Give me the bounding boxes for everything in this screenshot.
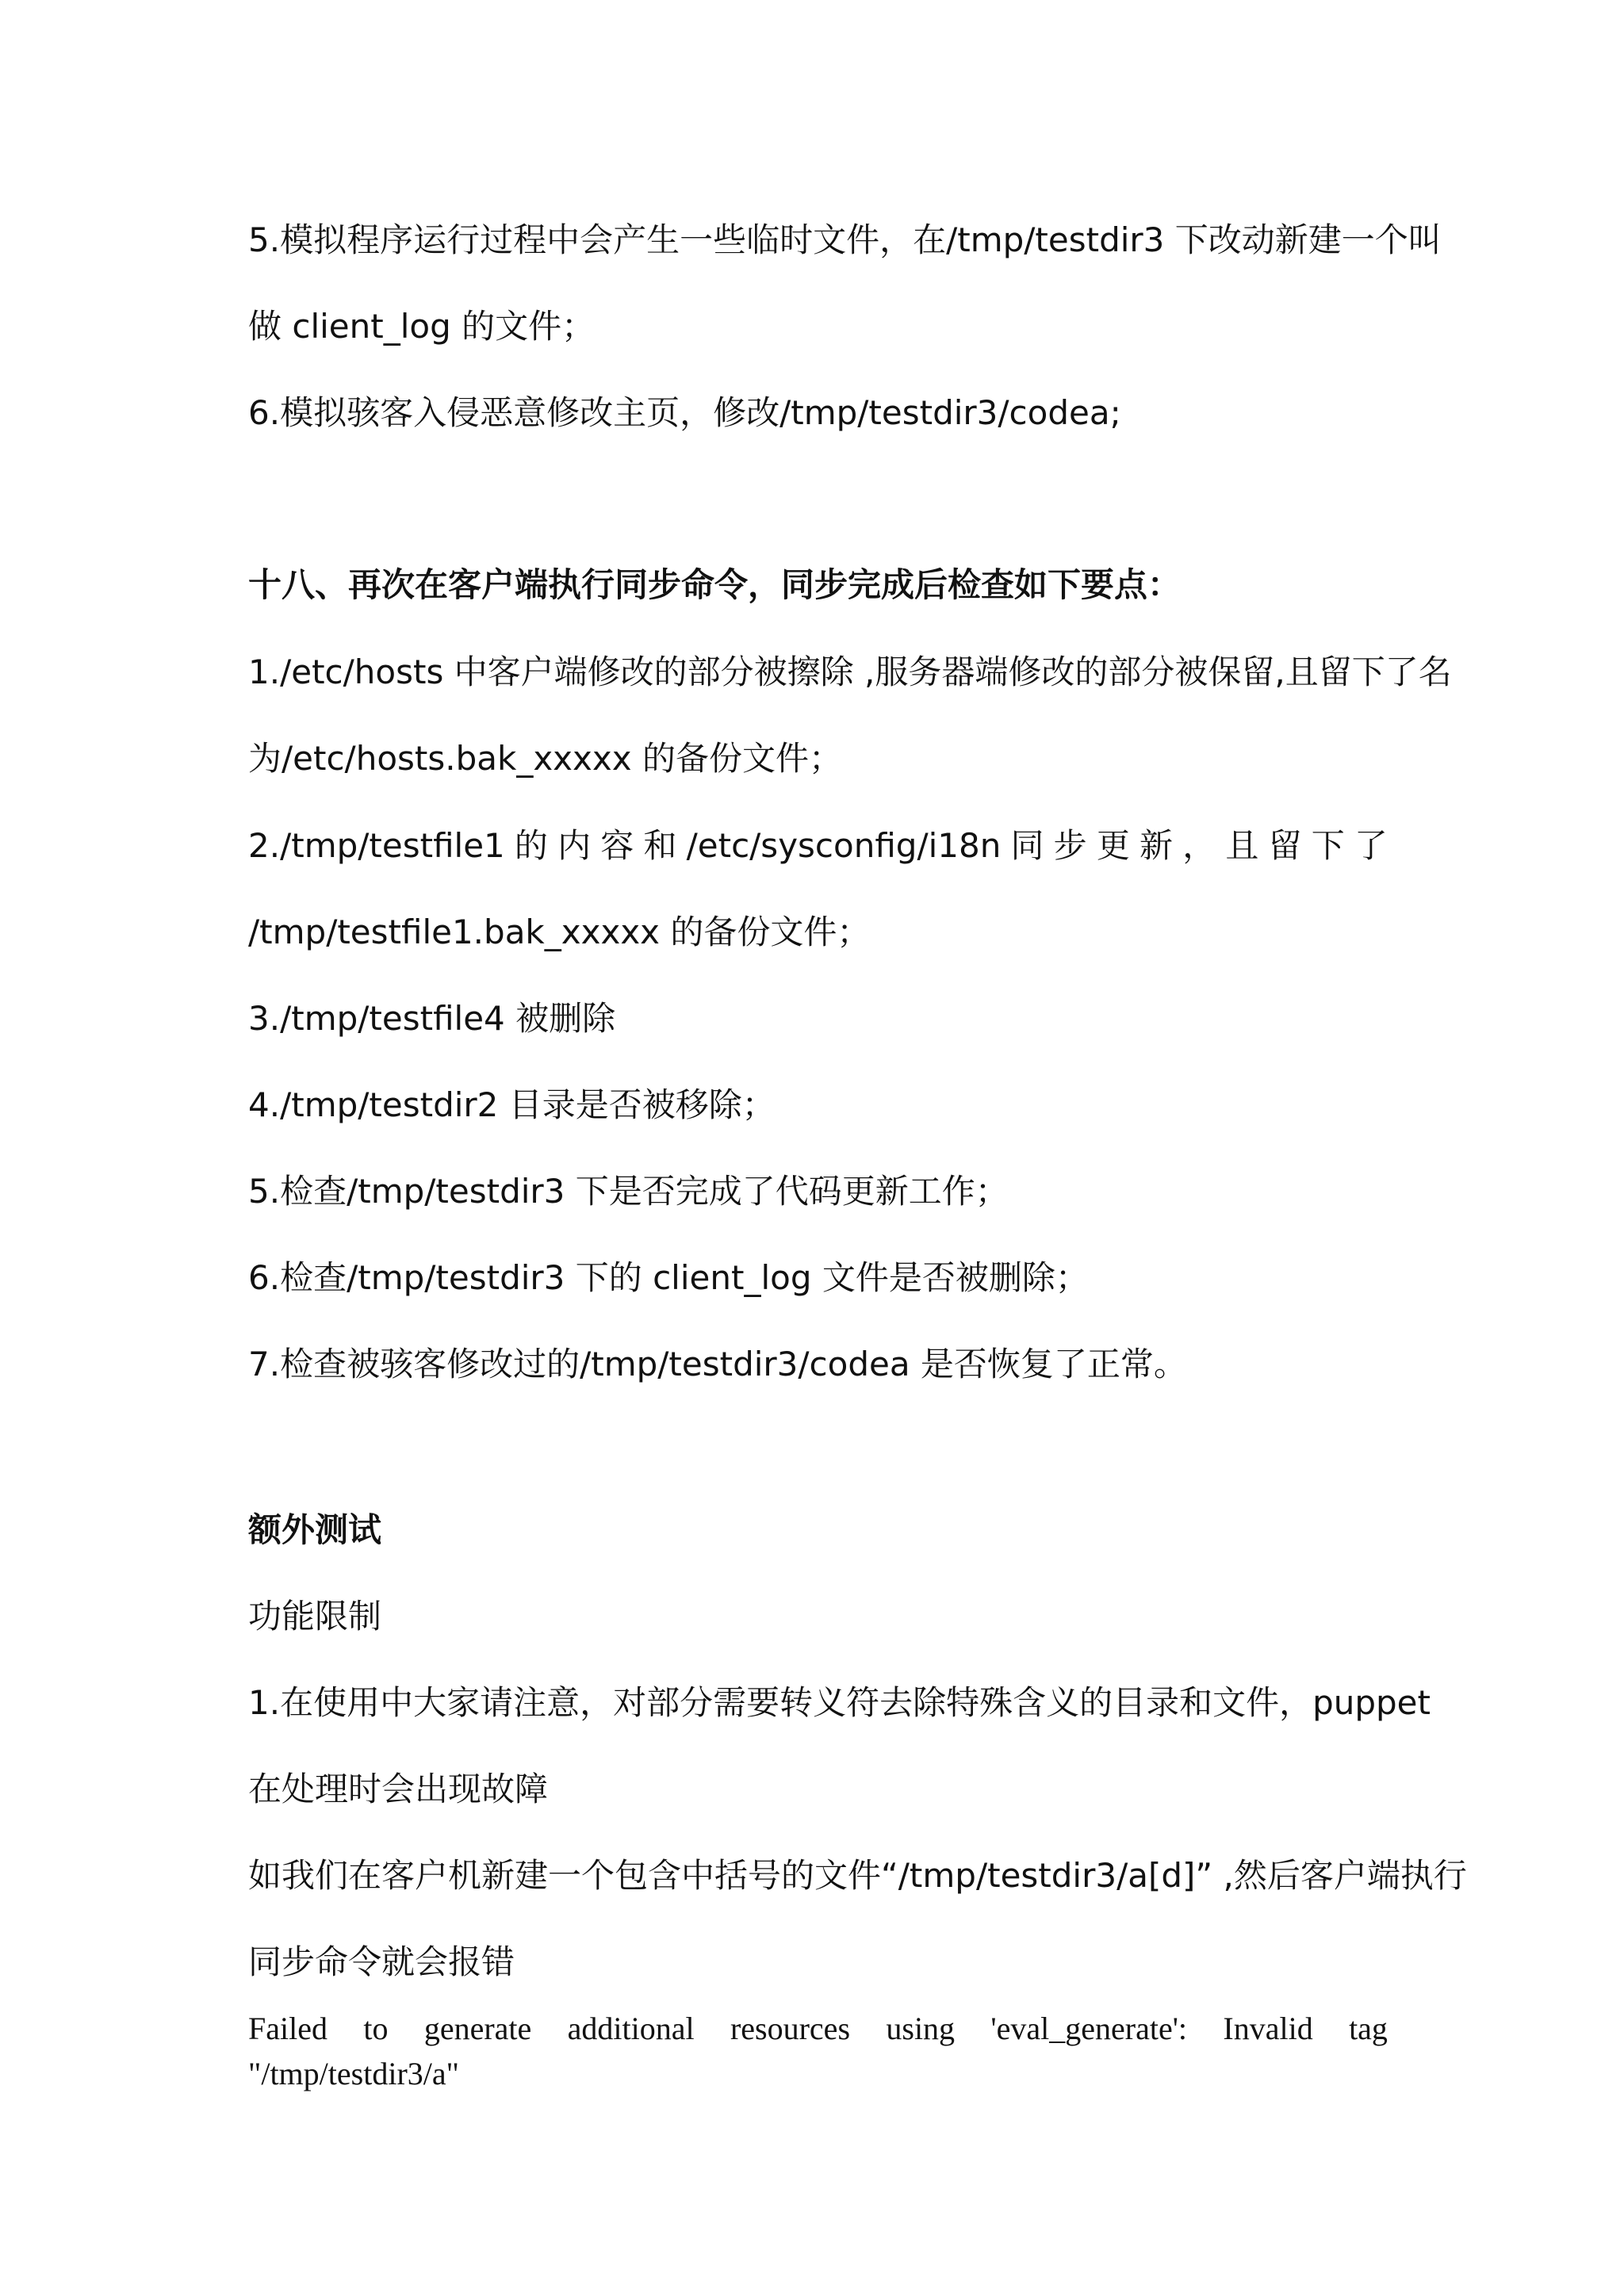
check-item-4: 4./tmp/testdir2 目录是否被移除；	[248, 1085, 776, 1124]
check-item-2-word: 2./tmp/testfile1	[248, 826, 505, 865]
check-item-2	[248, 822, 1388, 870]
check-item-6: 6.检查/tmp/testdir3 下的 client_log 文件是否被删除；	[248, 1258, 1089, 1297]
check-item-5: 5.检查/tmp/testdir3 下是否完成了代码更新工作；	[248, 1172, 1009, 1211]
check-item-2-word: 了	[1354, 826, 1388, 865]
error-word: additional	[567, 2011, 695, 2046]
check-item-2-word: /etc/sysconfig/i18n	[686, 826, 1002, 865]
extra-test-heading: 额外测试	[248, 1510, 382, 1549]
limit-example-cont: 同步命令就会报错	[248, 1942, 515, 1981]
paragraph-step-5-cont: 做 client_log 的文件；	[248, 307, 596, 346]
error-word: Invalid	[1223, 2011, 1313, 2046]
check-item-2-word: 留	[1268, 826, 1302, 865]
check-item-2-word: 步	[1053, 826, 1087, 865]
check-item-2-word: 更	[1096, 826, 1130, 865]
error-word: using	[886, 2011, 956, 2046]
check-item-2-word: 新	[1139, 826, 1174, 865]
check-item-2-word: 下	[1311, 826, 1345, 865]
check-item-2-word: ，	[1182, 826, 1216, 865]
check-item-1: 1./etc/hosts 中客户端修改的部分被擦除 ,服务器端修改的部分被保留,且留下了名	[248, 652, 1452, 691]
check-item-3: 3./tmp/testfile4 被删除	[248, 999, 616, 1038]
check-item-7: 7.检查被骇客修改过的/tmp/testdir3/codea 是否恢复了正常。	[248, 1345, 1187, 1383]
check-item-2-word: 和	[643, 826, 677, 865]
check-item-2-word: 容	[600, 826, 634, 865]
check-item-1-cont: 为/etc/hosts.bak_xxxxx 的备份文件；	[248, 739, 842, 778]
limit-item-1	[248, 1679, 1431, 1727]
check-item-2-word: 同	[1010, 826, 1044, 865]
error-message-line-1	[248, 2005, 1388, 2053]
error-word: resources	[730, 2011, 851, 2046]
error-word: to	[363, 2011, 389, 2046]
check-item-2-word: 且	[1225, 826, 1259, 865]
check-item-2-word: 内	[557, 826, 592, 865]
section-heading-18: 十八、再次在客户端执行同步命令，同步完成后检查如下要点：	[248, 565, 1182, 604]
paragraph-step-5: 5.模拟程序运行过程中会产生一些临时文件，在/tmp/testdir3 下改动新建一个叫	[248, 220, 1442, 259]
document-page	[248, 0, 1467, 2296]
error-word: 'eval_generate':	[990, 2011, 1188, 2046]
error-word: generate	[423, 2011, 532, 2046]
function-limit-subheading: 功能限制	[248, 1597, 382, 1636]
limit-item-1-cont: 在处理时会出现故障	[248, 1770, 549, 1808]
limit-example: 如我们在客户机新建一个包含中括号的文件“/tmp/testdir3/a[d]” ,然后客户端执行	[248, 1856, 1467, 1895]
error-word: tag	[1349, 2011, 1388, 2046]
paragraph-step-6: 6.模拟骇客入侵恶意修改主页，修改/tmp/testdir3/codea;	[248, 393, 1121, 432]
limit-item-1-text: 1.在使用中大家请注意，对部分需要转义符去除特殊含义的目录和文件，puppet	[248, 1683, 1431, 1722]
check-item-2-word: 的	[514, 826, 548, 865]
check-item-2-cont: /tmp/testfile1.bak_xxxxx 的备份文件；	[248, 913, 871, 951]
error-word: Failed	[248, 2011, 327, 2046]
error-message-line-2: "/tmp/testdir3/a"	[248, 2056, 459, 2091]
